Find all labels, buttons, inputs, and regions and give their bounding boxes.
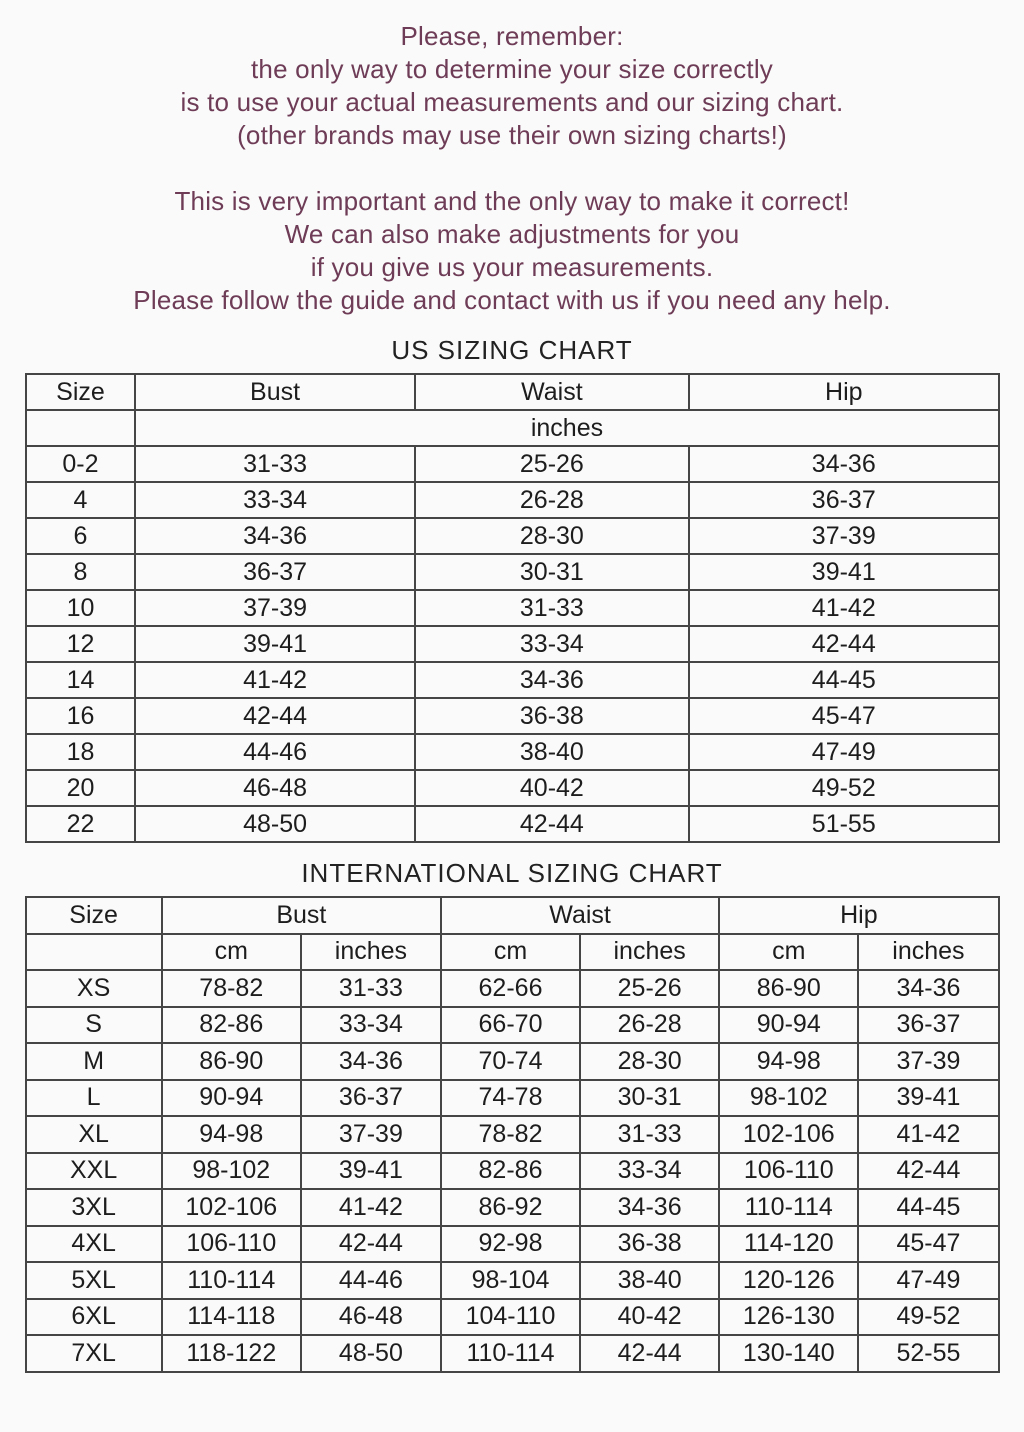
measurement-cell: 62-66: [441, 970, 580, 1007]
measurement-cell: 25-26: [580, 970, 719, 1007]
table-row: [26, 734, 999, 770]
measurement-cell: 118-122: [162, 1335, 301, 1372]
measurement-cell: 41-42: [689, 590, 998, 626]
table-row: [26, 1226, 999, 1263]
measurement-cell: 104-110: [441, 1299, 580, 1336]
measurement-cell: 41-42: [135, 662, 414, 698]
measurement-cell: 40-42: [580, 1299, 719, 1336]
measurement-cell: 26-28: [580, 1007, 719, 1044]
table-row: [26, 590, 999, 626]
intro-line: This is very important and the only way to make it correct!: [174, 186, 850, 216]
intro-line: is to use your actual measurements and our sizing chart.: [180, 87, 844, 117]
size-cell: 4XL: [26, 1226, 162, 1263]
measurement-cell: 90-94: [162, 1080, 301, 1117]
measurement-cell: 52-55: [858, 1335, 998, 1372]
measurement-cell: 41-42: [858, 1116, 998, 1153]
measurement-cell: 82-86: [441, 1153, 580, 1190]
measurement-cell: 34-36: [689, 446, 998, 482]
intro-line: Please follow the guide and contact with us if you need any help.: [133, 285, 891, 315]
measurement-cell: 92-98: [441, 1226, 580, 1263]
measurement-cell: 126-130: [719, 1299, 858, 1336]
us-unit-label: inches: [135, 410, 998, 446]
measurement-cell: 39-41: [301, 1153, 441, 1190]
measurement-cell: 86-90: [162, 1043, 301, 1080]
measurement-cell: 98-102: [162, 1153, 301, 1190]
measurement-cell: 33-34: [301, 1007, 441, 1044]
intl-col-header-hip: Hip: [719, 897, 998, 934]
intro-paragraph-1: [0, 20, 1024, 152]
size-cell: 4: [26, 482, 136, 518]
table-row: [26, 1299, 999, 1336]
measurement-cell: 47-49: [689, 734, 998, 770]
measurement-cell: 49-52: [689, 770, 998, 806]
us-table-body: [26, 446, 999, 842]
size-cell: S: [26, 1007, 162, 1044]
size-cell: 6: [26, 518, 136, 554]
measurement-cell: 33-34: [135, 482, 414, 518]
measurement-cell: 39-41: [135, 626, 414, 662]
intl-unit-label: cm: [162, 934, 301, 971]
measurement-cell: 36-38: [415, 698, 689, 734]
us-units-row: [26, 410, 999, 446]
size-cell: 8: [26, 554, 136, 590]
measurement-cell: 70-74: [441, 1043, 580, 1080]
measurement-cell: 82-86: [162, 1007, 301, 1044]
table-row: [26, 1080, 999, 1117]
intro-paragraph-2: [0, 185, 1024, 317]
table-row: [26, 1043, 999, 1080]
size-cell: 16: [26, 698, 136, 734]
intl-units-row: [26, 934, 999, 971]
measurement-cell: 42-44: [858, 1153, 998, 1190]
size-cell: 20: [26, 770, 136, 806]
intro-line: Please, remember:: [400, 21, 624, 51]
table-row: [26, 1262, 999, 1299]
intl-unit-label: inches: [580, 934, 719, 971]
measurement-cell: 102-106: [162, 1189, 301, 1226]
us-col-header-bust: Bust: [135, 374, 414, 410]
measurement-cell: 98-102: [719, 1080, 858, 1117]
measurement-cell: 102-106: [719, 1116, 858, 1153]
measurement-cell: 86-92: [441, 1189, 580, 1226]
measurement-cell: 49-52: [858, 1299, 998, 1336]
intl-table-body: [26, 970, 999, 1372]
measurement-cell: 26-28: [415, 482, 689, 518]
measurement-cell: 44-45: [858, 1189, 998, 1226]
measurement-cell: 31-33: [580, 1116, 719, 1153]
measurement-cell: 130-140: [719, 1335, 858, 1372]
intl-unit-label: cm: [441, 934, 580, 971]
size-cell: 18: [26, 734, 136, 770]
measurement-cell: 110-114: [441, 1335, 580, 1372]
intro-line: the only way to determine your size correctly: [251, 54, 773, 84]
intro-line: if you give us your measurements.: [310, 252, 714, 282]
measurement-cell: 34-36: [580, 1189, 719, 1226]
measurement-cell: 66-70: [441, 1007, 580, 1044]
measurement-cell: 37-39: [135, 590, 414, 626]
measurement-cell: 48-50: [301, 1335, 441, 1372]
measurement-cell: 42-44: [689, 626, 998, 662]
intl-unit-label: inches: [301, 934, 441, 971]
measurement-cell: 33-34: [580, 1153, 719, 1190]
size-cell: 6XL: [26, 1299, 162, 1336]
size-cell: XL: [26, 1116, 162, 1153]
measurement-cell: 39-41: [858, 1080, 998, 1117]
measurement-cell: 38-40: [415, 734, 689, 770]
measurement-cell: 42-44: [580, 1335, 719, 1372]
measurement-cell: 48-50: [135, 806, 414, 842]
us-header-row: [26, 374, 999, 410]
us-col-header-waist: Waist: [415, 374, 689, 410]
measurement-cell: 78-82: [441, 1116, 580, 1153]
measurement-cell: 30-31: [415, 554, 689, 590]
intro-text: [0, 0, 1024, 317]
table-row: [26, 698, 999, 734]
measurement-cell: 46-48: [301, 1299, 441, 1336]
measurement-cell: 86-90: [719, 970, 858, 1007]
measurement-cell: 42-44: [301, 1226, 441, 1263]
measurement-cell: 41-42: [301, 1189, 441, 1226]
size-cell: 7XL: [26, 1335, 162, 1372]
intl-unit-label: inches: [858, 934, 998, 971]
measurement-cell: 42-44: [135, 698, 414, 734]
measurement-cell: 31-33: [415, 590, 689, 626]
measurement-cell: 40-42: [415, 770, 689, 806]
measurement-cell: 34-36: [858, 970, 998, 1007]
table-row: [26, 1335, 999, 1372]
international-sizing-table: [25, 896, 1000, 1373]
us-sizing-table: [25, 373, 1000, 843]
table-row: [26, 970, 999, 1007]
size-cell: 0-2: [26, 446, 136, 482]
table-row: [26, 1116, 999, 1153]
table-row: [26, 482, 999, 518]
measurement-cell: 110-114: [719, 1189, 858, 1226]
measurement-cell: 36-37: [858, 1007, 998, 1044]
table-row: [26, 554, 999, 590]
measurement-cell: 98-104: [441, 1262, 580, 1299]
measurement-cell: 114-118: [162, 1299, 301, 1336]
table-row: [26, 1007, 999, 1044]
table-row: [26, 662, 999, 698]
measurement-cell: 36-37: [135, 554, 414, 590]
measurement-cell: 78-82: [162, 970, 301, 1007]
measurement-cell: 51-55: [689, 806, 998, 842]
measurement-cell: 114-120: [719, 1226, 858, 1263]
measurement-cell: 31-33: [301, 970, 441, 1007]
intl-unit-label: cm: [719, 934, 858, 971]
empty-cell: [26, 410, 136, 446]
us-chart-title: US SIZING CHART: [391, 335, 633, 365]
us-col-header-hip: Hip: [689, 374, 998, 410]
measurement-cell: 25-26: [415, 446, 689, 482]
intl-col-header-bust: Bust: [162, 897, 441, 934]
table-row: [26, 1153, 999, 1190]
measurement-cell: 120-126: [719, 1262, 858, 1299]
measurement-cell: 39-41: [689, 554, 998, 590]
measurement-cell: 46-48: [135, 770, 414, 806]
measurement-cell: 34-36: [415, 662, 689, 698]
measurement-cell: 42-44: [415, 806, 689, 842]
measurement-cell: 28-30: [415, 518, 689, 554]
size-cell: XS: [26, 970, 162, 1007]
measurement-cell: 36-38: [580, 1226, 719, 1263]
table-row: [26, 806, 999, 842]
measurement-cell: 38-40: [580, 1262, 719, 1299]
table-row: [26, 518, 999, 554]
measurement-cell: 36-37: [301, 1080, 441, 1117]
measurement-cell: 74-78: [441, 1080, 580, 1117]
measurement-cell: 106-110: [719, 1153, 858, 1190]
measurement-cell: 33-34: [415, 626, 689, 662]
measurement-cell: 34-36: [135, 518, 414, 554]
size-cell: 3XL: [26, 1189, 162, 1226]
intro-line: We can also make adjustments for you: [284, 219, 740, 249]
size-cell: 10: [26, 590, 136, 626]
measurement-cell: 37-39: [301, 1116, 441, 1153]
measurement-cell: 45-47: [858, 1226, 998, 1263]
measurement-cell: 36-37: [689, 482, 998, 518]
intl-col-header-size: Size: [26, 897, 162, 934]
intl-col-header-waist: Waist: [441, 897, 719, 934]
size-cell: 5XL: [26, 1262, 162, 1299]
measurement-cell: 44-46: [301, 1262, 441, 1299]
table-row: [26, 770, 999, 806]
empty-cell: [26, 934, 162, 971]
measurement-cell: 37-39: [689, 518, 998, 554]
measurement-cell: 94-98: [162, 1116, 301, 1153]
intl-chart-title: INTERNATIONAL SIZING CHART: [301, 858, 723, 888]
measurement-cell: 110-114: [162, 1262, 301, 1299]
measurement-cell: 44-46: [135, 734, 414, 770]
size-cell: 12: [26, 626, 136, 662]
us-col-header-size: Size: [26, 374, 136, 410]
size-cell: 22: [26, 806, 136, 842]
measurement-cell: 90-94: [719, 1007, 858, 1044]
measurement-cell: 106-110: [162, 1226, 301, 1263]
intro-line: (other brands may use their own sizing charts!): [237, 120, 787, 150]
measurement-cell: 37-39: [858, 1043, 998, 1080]
measurement-cell: 45-47: [689, 698, 998, 734]
size-cell: M: [26, 1043, 162, 1080]
measurement-cell: 28-30: [580, 1043, 719, 1080]
size-cell: L: [26, 1080, 162, 1117]
intl-header-row: [26, 897, 999, 934]
measurement-cell: 47-49: [858, 1262, 998, 1299]
measurement-cell: 94-98: [719, 1043, 858, 1080]
measurement-cell: 31-33: [135, 446, 414, 482]
measurement-cell: 34-36: [301, 1043, 441, 1080]
size-cell: XXL: [26, 1153, 162, 1190]
measurement-cell: 44-45: [689, 662, 998, 698]
table-row: [26, 626, 999, 662]
size-cell: 14: [26, 662, 136, 698]
table-row: [26, 446, 999, 482]
table-row: [26, 1189, 999, 1226]
measurement-cell: 30-31: [580, 1080, 719, 1117]
